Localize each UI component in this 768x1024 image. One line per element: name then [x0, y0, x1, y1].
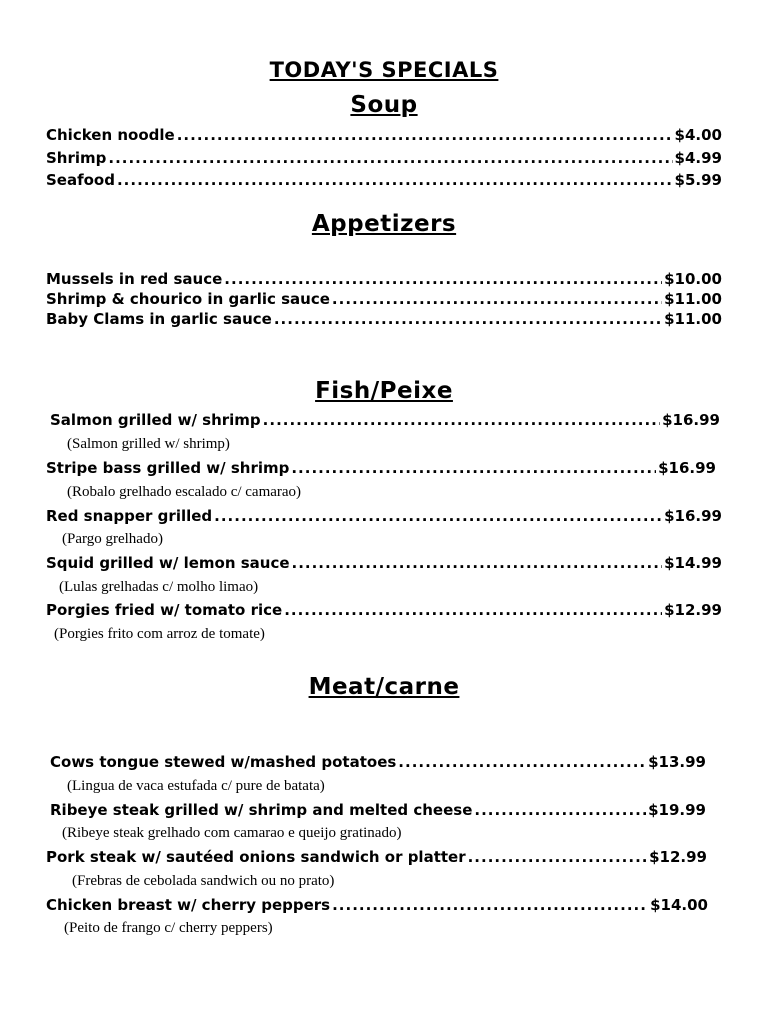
dot-leader [214, 507, 662, 525]
item-name: Cows tongue stewed w/mashed potatoes [50, 753, 397, 771]
dot-leader [284, 601, 662, 619]
item-translation: (Robalo grelhado escalado c/ camarao) [67, 484, 302, 500]
item-name: Pork steak w/ sautéed onions sandwich or platter [46, 848, 466, 866]
menu-item [46, 290, 722, 308]
menu-item [50, 411, 720, 429]
dot-leader [108, 149, 672, 167]
dot-leader [474, 801, 646, 819]
item-name: Mussels in red sauce [46, 270, 223, 288]
appetizers-heading: Appetizers [311, 211, 457, 237]
dot-leader [291, 459, 656, 477]
item-translation: (Peito de frango c/ cherry peppers) [64, 920, 273, 936]
item-price: $12.99 [649, 848, 707, 866]
dot-leader [274, 310, 662, 328]
item-name: Chicken breast w/ cherry peppers [46, 896, 331, 914]
item-translation: (Ribeye steak grelhado com camarao e queijo gratinado) [62, 825, 402, 841]
fish-heading: Fish/Peixe [315, 378, 453, 404]
item-name: Chicken noodle [46, 126, 175, 144]
menu-item [46, 601, 722, 619]
item-name: Squid grilled w/ lemon sauce [46, 554, 290, 572]
dot-leader [117, 171, 673, 189]
item-name: Ribeye steak grilled w/ shrimp and melted cheese [50, 801, 473, 819]
item-translation: (Frebras de cebolada sandwich ou no prato) [72, 873, 335, 889]
item-translation: (Lingua de vaca estufada c/ pure de batata) [67, 778, 325, 794]
dot-leader [177, 126, 673, 144]
dot-leader [224, 270, 662, 288]
dot-leader [468, 848, 648, 866]
item-price: $14.00 [650, 896, 708, 914]
item-translation: (Porgies frito com arroz de tomate) [54, 626, 265, 642]
item-price: $16.99 [658, 459, 716, 477]
dot-leader [332, 896, 648, 914]
item-price: $11.00 [664, 310, 722, 328]
item-price: $13.99 [648, 753, 706, 771]
item-translation: (Salmon grilled w/ shrimp) [67, 436, 230, 452]
item-price: $16.99 [664, 507, 722, 525]
meat-heading: Meat/carne [308, 674, 460, 700]
item-name: Baby Clams in garlic sauce [46, 310, 272, 328]
item-name: Shrimp [46, 149, 107, 167]
menu-item [46, 270, 722, 288]
item-name: Salmon grilled w/ shrimp [50, 411, 261, 429]
item-price: $4.99 [674, 149, 722, 167]
item-price: $19.99 [648, 801, 706, 819]
menu-item [46, 171, 722, 189]
item-translation: (Pargo grelhado) [62, 531, 163, 547]
menu-item [46, 310, 722, 328]
menu-item [50, 801, 706, 819]
item-name: Seafood [46, 171, 115, 189]
dot-leader [292, 554, 663, 572]
item-price: $16.99 [662, 411, 720, 429]
dot-leader [398, 753, 646, 771]
item-name: Red snapper grilled [46, 507, 213, 525]
page-title: TODAY'S SPECIALS [269, 58, 499, 82]
item-name: Stripe bass grilled w/ shrimp [46, 459, 290, 477]
menu-item [46, 896, 708, 914]
dot-leader [263, 411, 660, 429]
item-price: $14.99 [664, 554, 722, 572]
menu-item [46, 126, 722, 144]
item-translation: (Lulas grelhadas c/ molho limao) [59, 579, 259, 595]
item-price: $10.00 [664, 270, 722, 288]
dot-leader [332, 290, 662, 308]
menu-item [46, 459, 716, 477]
menu-item [46, 848, 707, 866]
item-name: Porgies fried w/ tomato rice [46, 601, 283, 619]
item-name: Shrimp & chourico in garlic sauce [46, 290, 330, 308]
item-price: $4.00 [674, 126, 722, 144]
menu-item [46, 149, 722, 167]
menu-item [46, 554, 722, 572]
item-price: $12.99 [664, 601, 722, 619]
item-price: $11.00 [664, 290, 722, 308]
item-price: $5.99 [674, 171, 722, 189]
soup-heading: Soup [350, 92, 418, 118]
menu-item [46, 507, 722, 525]
menu-item [50, 753, 706, 771]
